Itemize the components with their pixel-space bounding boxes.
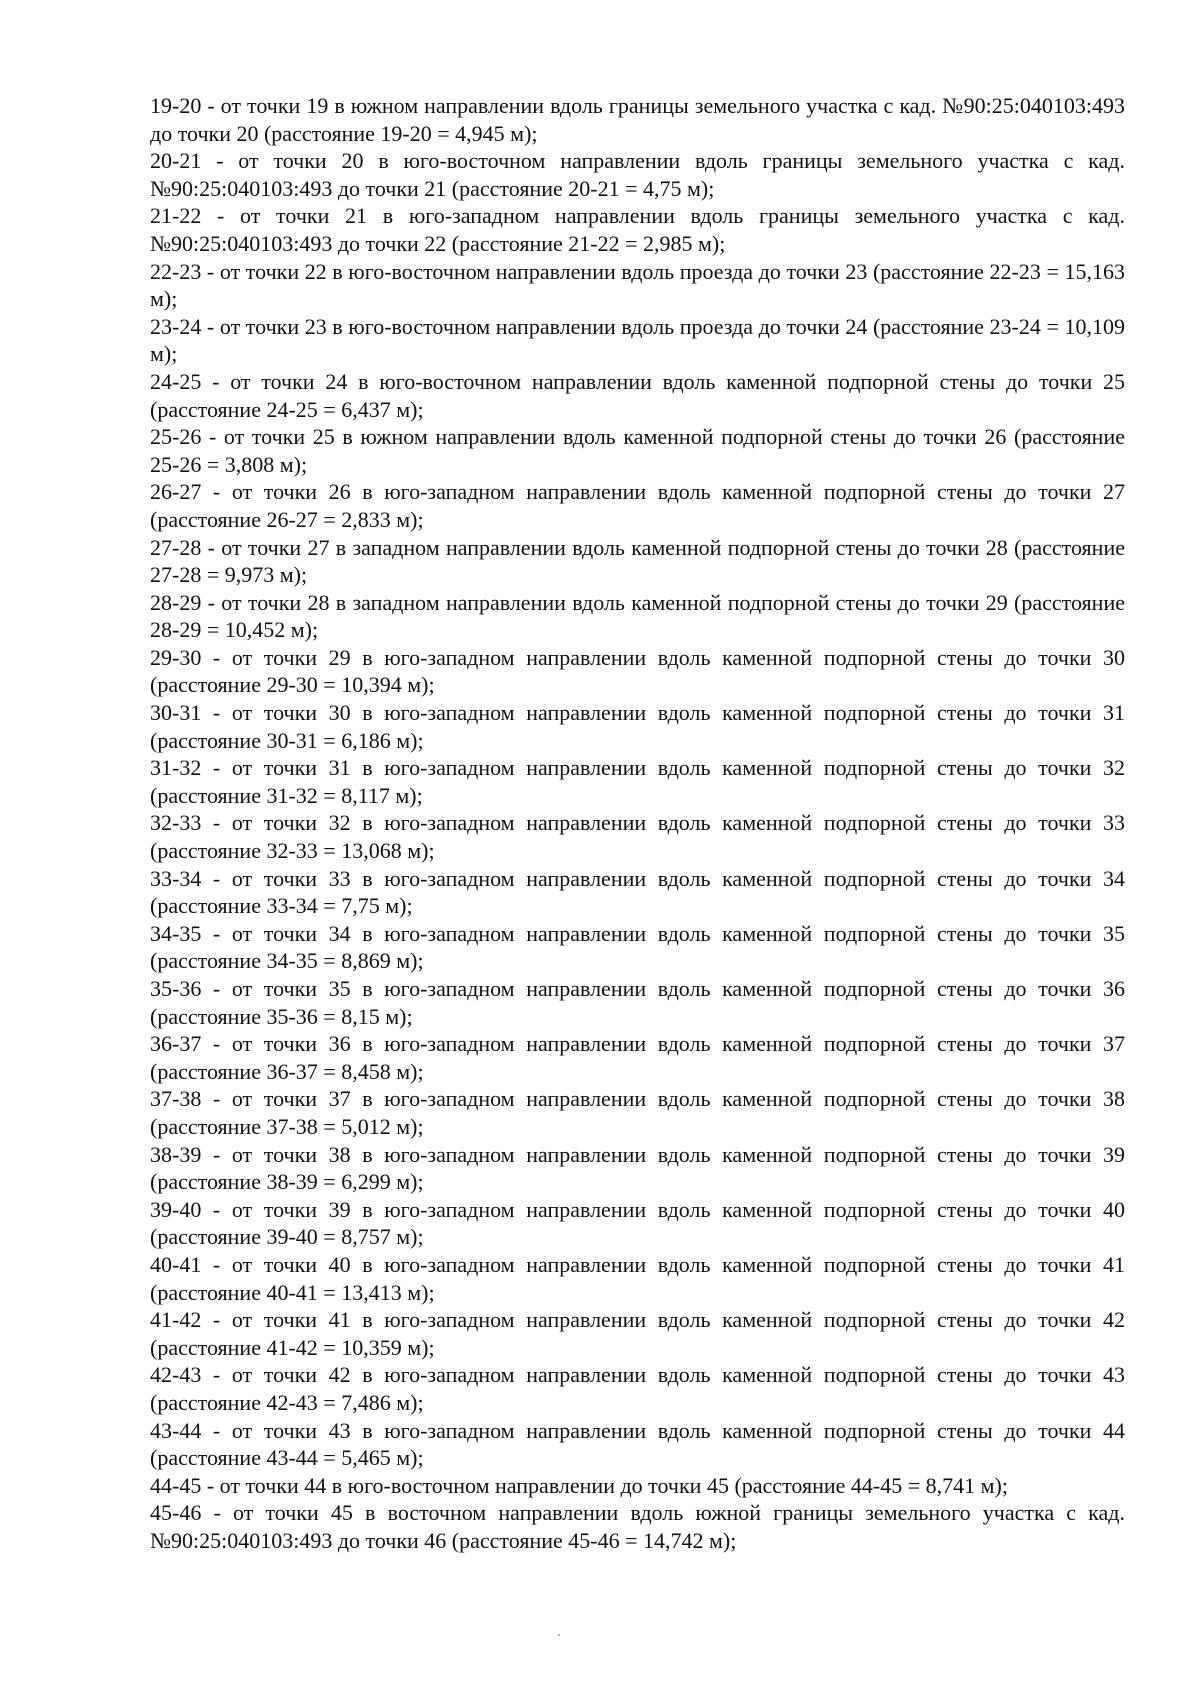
boundary-segment-34-35: 34-35 - от точки 34 в юго-западном направлении вдоль каменной подпорной стены до точки 35 (расстояние 34-35 = 8,869 м); [150, 920, 1125, 974]
boundary-segment-20-21: 20-21 - от точки 20 в юго-восточном направлении вдоль границы земельного участка с кад. №90:25:040103:493 до точки 21 (расстояние 20-21 = 4,75 м); [150, 148, 1125, 201]
boundary-segment-31-32: 31-32 - от точки 31 в юго-западном направлении вдоль каменной подпорной стены до точки 32 (расстояние 31-32 = 8,117 м); [150, 755, 1125, 808]
boundary-segment-21-22: 21-22 - от точки 21 в юго-западном направлении вдоль границы земельного участка с кад. №90:25:040103:493 до точки 22 (расстояние 21-22 = 2,985 м); [150, 203, 1125, 256]
boundary-segment-35-36: 35-36 - от точки 35 в юго-западном направлении вдоль каменной подпорной стены до точки 36 (расстояние 35-36 = 8,15 м); [150, 976, 1125, 1029]
boundary-segment-41-42: 41-42 - от точки 41 в юго-западном направлении вдоль каменной подпорной стены до точки 42 (расстояние 41-42 = 10,359 м); [150, 1307, 1125, 1360]
boundary-segment-22-23: 22-23 - от точки 22 в юго-восточном направлении вдоль проезда до точки 23 (расстояние 22-23 = 15,163 м); [150, 258, 1125, 312]
boundary-segment-33-34: 33-34 - от точки 33 в юго-западном направлении вдоль каменной подпорной стены до точки 34 (расстояние 33-34 = 7,75 м); [150, 865, 1125, 919]
boundary-segment-38-39: 38-39 - от точки 38 в юго-западном направлении вдоль каменной подпорной стены до точки 39 (расстояние 38-39 = 6,299 м); [150, 1141, 1125, 1195]
boundary-segment-32-33: 32-33 - от точки 32 в юго-западном направлении вдоль каменной подпорной стены до точки 33 (расстояние 32-33 = 13,068 м); [150, 810, 1125, 864]
boundary-segment-28-29: 28-29 - от точки 28 в западном направлении вдоль каменной подпорной стены до точки 29 (расстояние 28-29 = 10,452 м); [150, 589, 1125, 643]
boundary-segment-45-46: 45-46 - от точки 45 в восточном направлении вдоль южной границы земельного участка с кад. №90:25:040103:493 до точки 46 (расстояние 45-46 = 14,742 м); [150, 1500, 1125, 1553]
boundary-segment-44-45: 44-45 - от точки 44 в юго-восточном направлении до точки 45 (расстояние 44-45 = 8,741 м); [150, 1472, 1008, 1498]
boundary-segment-19-20: 19-20 - от точки 19 в южном направлении вдоль границы земельного участка с кад. №90:25:040103:493 до точки 20 (расстояние 19-20 = 4,945 м); [150, 93, 1125, 146]
boundary-segment-40-41: 40-41 - от точки 40 в юго-западном направлении вдоль каменной подпорной стены до точки 41 (расстояние 40-41 = 13,413 м); [150, 1251, 1125, 1305]
boundary-segment-43-44: 43-44 - от точки 43 в юго-западном направлении вдоль каменной подпорной стены до точки 44 (расстояние 43-44 = 5,465 м); [150, 1417, 1125, 1471]
boundary-description-list [150, 92, 1125, 1554]
boundary-segment-24-25: 24-25 - от точки 24 в юго-восточном направлении вдоль каменной подпорной стены до точки 25 (расстояние 24-25 = 6,437 м); [150, 368, 1125, 422]
boundary-segment-27-28: 27-28 - от точки 27 в западном направлении вдоль каменной подпорной стены до точки 28 (расстояние 27-28 = 9,973 м); [150, 534, 1125, 588]
scan-speck [558, 1634, 560, 1636]
boundary-segment-25-26: 25-26 - от точки 25 в южном направлении вдоль каменной подпорной стены до точки 26 (расстояние 25-26 = 3,808 м); [150, 424, 1125, 477]
boundary-segment-42-43: 42-43 - от точки 42 в юго-западном направлении вдоль каменной подпорной стены до точки 43 (расстояние 42-43 = 7,486 м); [150, 1362, 1125, 1415]
boundary-segment-26-27: 26-27 - от точки 26 в юго-западном направлении вдоль каменной подпорной стены до точки 27 (расстояние 26-27 = 2,833 м); [150, 479, 1125, 532]
boundary-segment-30-31: 30-31 - от точки 30 в юго-западном направлении вдоль каменной подпорной стены до точки 31 (расстояние 30-31 = 6,186 м); [150, 700, 1125, 753]
boundary-segment-36-37: 36-37 - от точки 36 в юго-западном направлении вдоль каменной подпорной стены до точки 37 (расстояние 36-37 = 8,458 м); [150, 1031, 1125, 1084]
boundary-segment-23-24: 23-24 - от точки 23 в юго-восточном направлении вдоль проезда до точки 24 (расстояние 23-24 = 10,109 м); [150, 313, 1125, 367]
boundary-segment-37-38: 37-38 - от точки 37 в юго-западном направлении вдоль каменной подпорной стены до точки 38 (расстояние 37-38 = 5,012 м); [150, 1086, 1125, 1139]
boundary-segment-29-30: 29-30 - от точки 29 в юго-западном направлении вдоль каменной подпорной стены до точки 30 (расстояние 29-30 = 10,394 м); [150, 644, 1125, 698]
boundary-segment-39-40: 39-40 - от точки 39 в юго-западном направлении вдоль каменной подпорной стены до точки 40 (расстояние 39-40 = 8,757 м); [150, 1196, 1125, 1250]
